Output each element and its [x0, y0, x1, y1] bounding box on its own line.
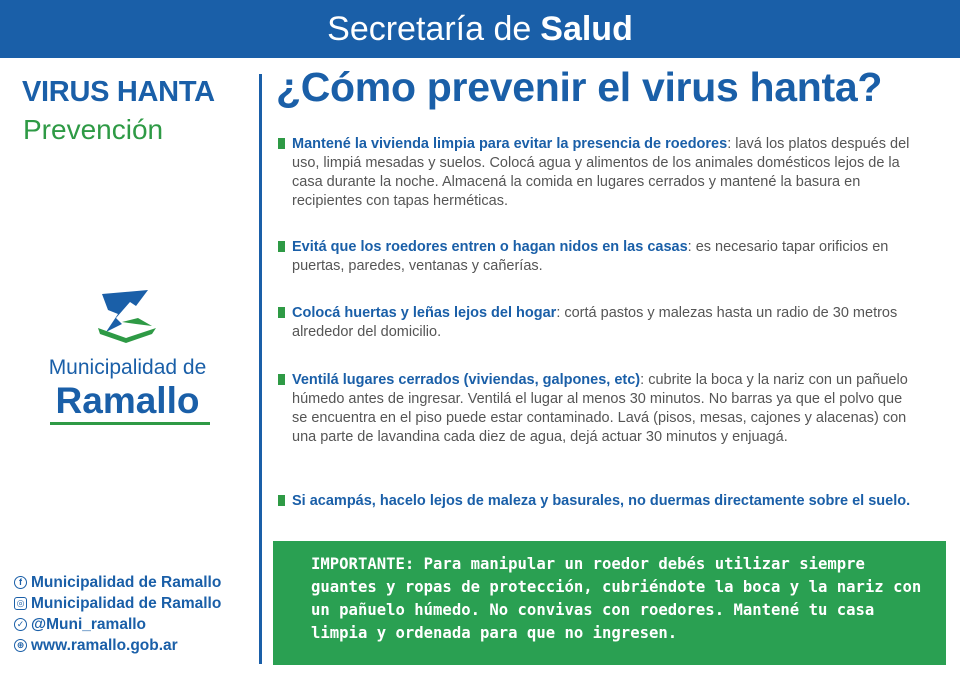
campaign-subtitle: Prevención: [23, 114, 164, 145]
social-website[interactable]: [14, 635, 221, 656]
item-text: : cortá pastos y malezas hasta un radio de 30 metros alrededor del domicilio.: [292, 305, 898, 340]
prevention-item: [278, 238, 918, 276]
bullet-marker: [278, 495, 285, 506]
important-text: IMPORTANTE: Para manipular un roedor debés utilizar siempre guantes y ropas de protección, cubriéndote la boca y la nariz con un pañuelo húmedo. No convivas con roedores. Mantené tu casa limpia y ordenada para que no ingresen.: [311, 555, 922, 642]
twitter-icon: ✓: [14, 618, 27, 631]
header-title-regular: Secretaría de: [327, 9, 532, 48]
social-facebook-text: Municipalidad de Ramallo: [31, 573, 222, 591]
ramallo-logo-icon: [96, 288, 160, 344]
social-facebook[interactable]: [14, 572, 221, 593]
item-text: : es necesario tapar orificios en puertas, paredes, ventanas y cañerías.: [292, 239, 889, 274]
facebook-icon: f: [14, 576, 27, 589]
item-text: : cubrite la boca y la nariz con un pañuelo húmedo antes de ingresar. Ventilá el lugar al menos 30 minutos. No barras ya que el polvo que se encuentra en el piso puede estar contaminado. Lavá (pisos, mesas, cajones y alacenas) con una parte de lavandina cada diez de agua, dejá actuar 30 minutos y enjuagá.: [292, 372, 908, 445]
prevention-item: [278, 492, 918, 511]
instagram-icon: ◎: [14, 597, 27, 610]
bullet-marker: [278, 307, 285, 318]
bullet-marker: [278, 241, 285, 252]
logo-text-municipalidad: Municipalidad de: [48, 356, 207, 379]
prevention-item: [278, 135, 918, 211]
bullet-marker: [278, 138, 285, 149]
globe-icon: ⊕: [14, 639, 27, 652]
logo-text-ramallo: Ramallo: [55, 380, 200, 421]
social-twitter[interactable]: [14, 614, 221, 635]
social-website-text: www.ramallo.gob.ar: [31, 636, 178, 654]
campaign-title: VIRUS HANTA: [22, 76, 215, 108]
item-lead: Colocá huertas y leñas lejos del hogar: [292, 305, 557, 321]
social-twitter-text: @Muni_ramallo: [31, 615, 147, 633]
header-title-bold: Salud: [540, 9, 633, 48]
page-title: ¿Cómo prevenir el virus hanta?: [276, 64, 883, 110]
important-box: [273, 541, 946, 665]
social-links: [14, 572, 221, 656]
item-lead: Ventilá lugares cerrados (viviendas, galpones, etc): [292, 372, 641, 388]
social-instagram-text: Municipalidad de Ramallo: [31, 594, 222, 612]
item-lead: Si acampás, hacelo lejos de maleza y basurales, no duermas directamente sobre el suelo.: [292, 493, 911, 509]
bullet-marker: [278, 374, 285, 385]
social-instagram[interactable]: [14, 593, 221, 614]
item-text: : lavá los platos después del uso, limpiá mesadas y suelos. Colocá agua y alimentos de los animales domésticos lejos de la casa durante la noche. Almacená la comida en lugares cerrados y mantené la basura en recipientes con tapas herméticas.: [292, 136, 910, 209]
item-lead: Mantené la vivienda limpia para evitar la presencia de roedores: [292, 136, 728, 152]
logo-underline: [50, 422, 210, 425]
prevention-item: [278, 304, 918, 342]
prevention-item: [278, 371, 918, 447]
header-bar: [0, 0, 960, 58]
left-panel: [0, 58, 255, 682]
vertical-divider: [259, 74, 262, 664]
item-lead: Evitá que los roedores entren o hagan nidos en las casas: [292, 239, 688, 255]
